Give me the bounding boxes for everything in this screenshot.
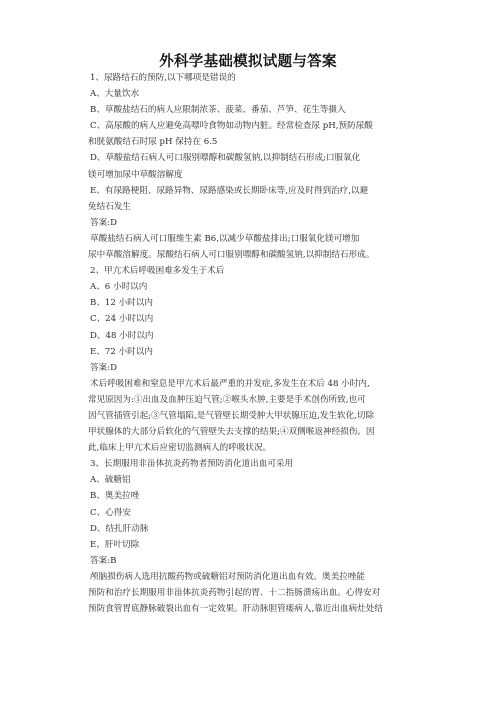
- document-body: [90, 70, 413, 617]
- option-b: B、奥美拉唑: [90, 491, 140, 502]
- question-2: 2、甲亢术后呼吸困难多发生于术后: [90, 266, 225, 277]
- explanation-3: 颅脑损伤病人选用抗酸药物或硫糖铝对预防消化道出血有效。奥美拉唑能: [90, 571, 366, 582]
- explanation-3-cont: 预防和治疗长期服用非甾体抗炎药物引起的胃、十二指肠溃疡出血。心得安对: [88, 588, 381, 598]
- answer-3: 答案:B: [90, 555, 117, 566]
- answer-1: 答案:D: [90, 217, 117, 228]
- option-b: B、草酸盐结石的病人应限制浓茶、菠菜、番茄、芦笋、花生等摄入: [90, 105, 346, 116]
- document-title: 外科学基础模拟试题与答案: [159, 54, 337, 70]
- explanation-2-cont: 因气管插管引起;③气管塌陷,是气管壁长期受肿大甲状腺压迫,发生软化,切除: [88, 410, 375, 421]
- option-c: C、高尿酸的病人应避免高嘌呤食物如动物内脏。经常检查尿 pH,预防尿酸: [90, 121, 373, 132]
- explanation-3-cont: 预防食管胃底静脉破裂出血有一定效果。肝动脉胆管瘘病人,靠近出血病灶处结: [88, 604, 383, 615]
- option-b: B、12 小时以内: [90, 298, 153, 309]
- question-1: 1、尿路结石的预防,以下哪项是错误的: [90, 73, 236, 83]
- option-d: D、结扎肝动脉: [90, 523, 149, 534]
- explanation-1: 草酸盐结石病人可口服维生素 B6,以减少草酸盐排出;口服氧化镁可增加: [90, 233, 360, 244]
- option-c-cont: 和胱氨酸结石时尿 pH 保持在 6.5: [88, 137, 218, 148]
- option-d: D、48 小时以内: [90, 330, 154, 341]
- option-a: A、大量饮水: [90, 89, 140, 100]
- option-e-cont: 免结石发生: [88, 201, 131, 212]
- option-e: E、有尿路梗阻、尿路异物、尿路感染或长期卧床等,应及时得到治疗,以避: [90, 185, 369, 196]
- option-e: E、肝叶切除: [90, 539, 140, 550]
- option-c: C、心得安: [90, 507, 131, 518]
- explanation-2-cont: 常见原因为:①出血及血肿压迫气管;②喉头水肿,主要是手术创伤所致,也可: [88, 394, 366, 405]
- explanation-2: 术后呼吸困难和窒息是甲亢术后最严重的并发症,多发生在术后 48 小时内,: [90, 378, 370, 389]
- explanation-2-cont: 甲状腺体的大部分后软化的气管壁失去支撑的结果;④双侧喉返神经损伤。因: [88, 427, 375, 438]
- explanation-1-cont: 尿中草酸溶解度。尿酸结石病人可口服别嘌醇和碳酸氢钠,以抑制结石形成。: [88, 250, 375, 261]
- question-3: 3、长期服用非甾体抗炎药物者预防消化道出血可采用: [90, 459, 294, 470]
- option-a: A、6 小时以内: [90, 282, 148, 293]
- option-a: A、硫糖铝: [90, 475, 131, 486]
- option-c: C、24 小时以内: [90, 314, 154, 325]
- explanation-2-cont: 此,临床上甲亢术后应密切监测病人的呼吸状况。: [88, 443, 272, 454]
- option-d: D、草酸盐结石病人可口服别嘌醇和碳酸氢钠,以抑制结石形成;口服氧化: [90, 153, 361, 164]
- option-d-cont: 镁可增加尿中草酸溶解度: [88, 169, 183, 180]
- option-e: E、72 小时以内: [90, 346, 153, 357]
- answer-2: 答案:D: [90, 362, 117, 373]
